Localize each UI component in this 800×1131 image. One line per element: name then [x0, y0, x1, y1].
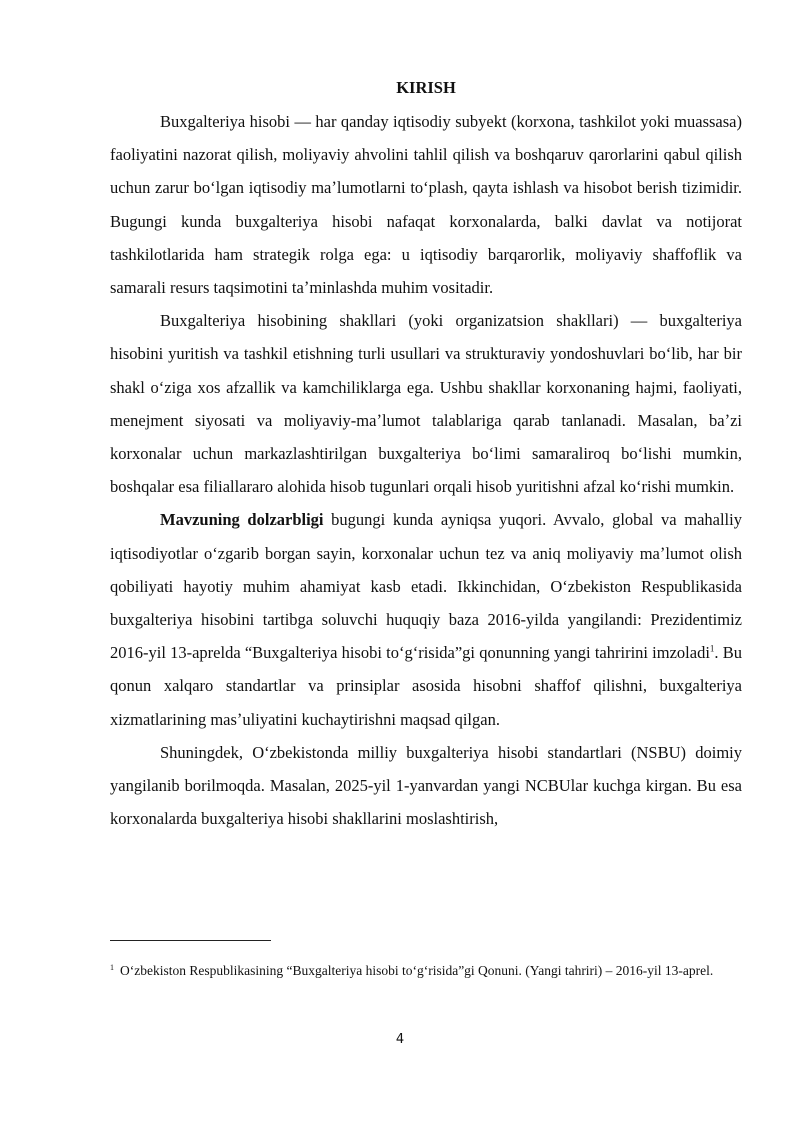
paragraph-3-text: bugungi kunda ayniqsa yuqori. Avvalo, global va mahalliy iqtisodiyotlar oʻzgarib borgan sayin, korxonalar uchun tez va aniq moliyaviy maʼlumot olish qobiliyati hayotiy muhim ahamiyat kasb etadi. Ikkinchidan, Oʻzbekiston Respublikasida buxgalteriya hisobini tartibga soluvchi huquqiy baza 2016-yilda yangilandi: Prezidentimiz 2016-yil 13-aprelda “Buxgalteriya hisobi toʻgʻrisida”gi qonunning yangi tahririni imzoladi	[110, 510, 742, 663]
paragraph-4: Shuningdek, Oʻzbekistonda milliy buxgalteriya hisobi standartlari (NSBU) doimiy yangilanib borilmoqda. Masalan, 2025-yil 1-yanvardan yangi NCBUlar kuchga kirgan. Bu esa korxonalarda buxgalteriya hisobi shakllarini moslashtirish,	[110, 742, 742, 829]
page-number: 4	[395, 1032, 405, 1047]
paragraph-1: Buxgalteriya hisobi — har qanday iqtisodiy subyekt (korxona, tashkilot yoki muassasa) faoliyatini nazorat qilish, moliyaviy ahvolini tahlil qilish va boshqaruv qarorlarini qabul qilish uchun zarur boʻlgan iqtisodiy maʼlumotlarni toʻplash, qayta ishlash va hisobot berish tizimidir. Bugungi kunda buxgalteriya hisobi nafaqat korxonalarda, balki davlat va notijorat tashkilotlarida ham strategik rolga ega: u iqtisodiy barqarorlik, moliyaviy shaffoflik va samarali resurs taqsimotini taʼminlashda muhim vositadir.	[110, 112, 742, 298]
paragraph-3-text-continued: . Bu qonun xalqaro standartlar va prinsiplar asosida hisobni shaffof qilishni, buxgalteriya xizmatlarining masʼuliyatini kuchaytirishni maqsad qilgan.	[110, 643, 742, 729]
footnote-mark: 1	[110, 962, 114, 972]
footnote-reference: 1	[709, 643, 715, 654]
footnote	[110, 957, 742, 984]
body-text	[110, 105, 742, 835]
footnote-text: Oʻzbekiston Respublikasining “Buxgalteriya hisobi toʻgʻrisida”gi Qonuni. (Yangi tahriri) – 2016-yil 13-aprel.	[120, 963, 714, 978]
paragraph-3-bold-lead: Mavzuning dolzarbligi	[160, 510, 324, 530]
paragraph-3	[110, 503, 742, 735]
section-heading: KIRISH	[396, 78, 456, 97]
paragraph-2: Buxgalteriya hisobining shakllari (yoki organizatsion shakllari) — buxgalteriya hisobini yuritish va tashkil etishning turli usullari va strukturaviy yondoshuvlari boʻlib, har bir shakl oʻziga xos afzallik va kamchiliklarga ega. Ushbu shakllar korxonaning hajmi, faoliyati, menejment siyosati va moliyaviy-maʼlumot talablariga qarab tanlanadi. Masalan, baʼzi korxonalar uchun markazlashtirilgan buxgalteriya boʻlimi samaraliroq boʻlishi mumkin, boshqalar esa filiallararo alohida hisob tugunlari orqali hisob yuritishni afzal koʻrishi mumkin.	[110, 311, 742, 497]
footnote-separator	[110, 940, 271, 941]
